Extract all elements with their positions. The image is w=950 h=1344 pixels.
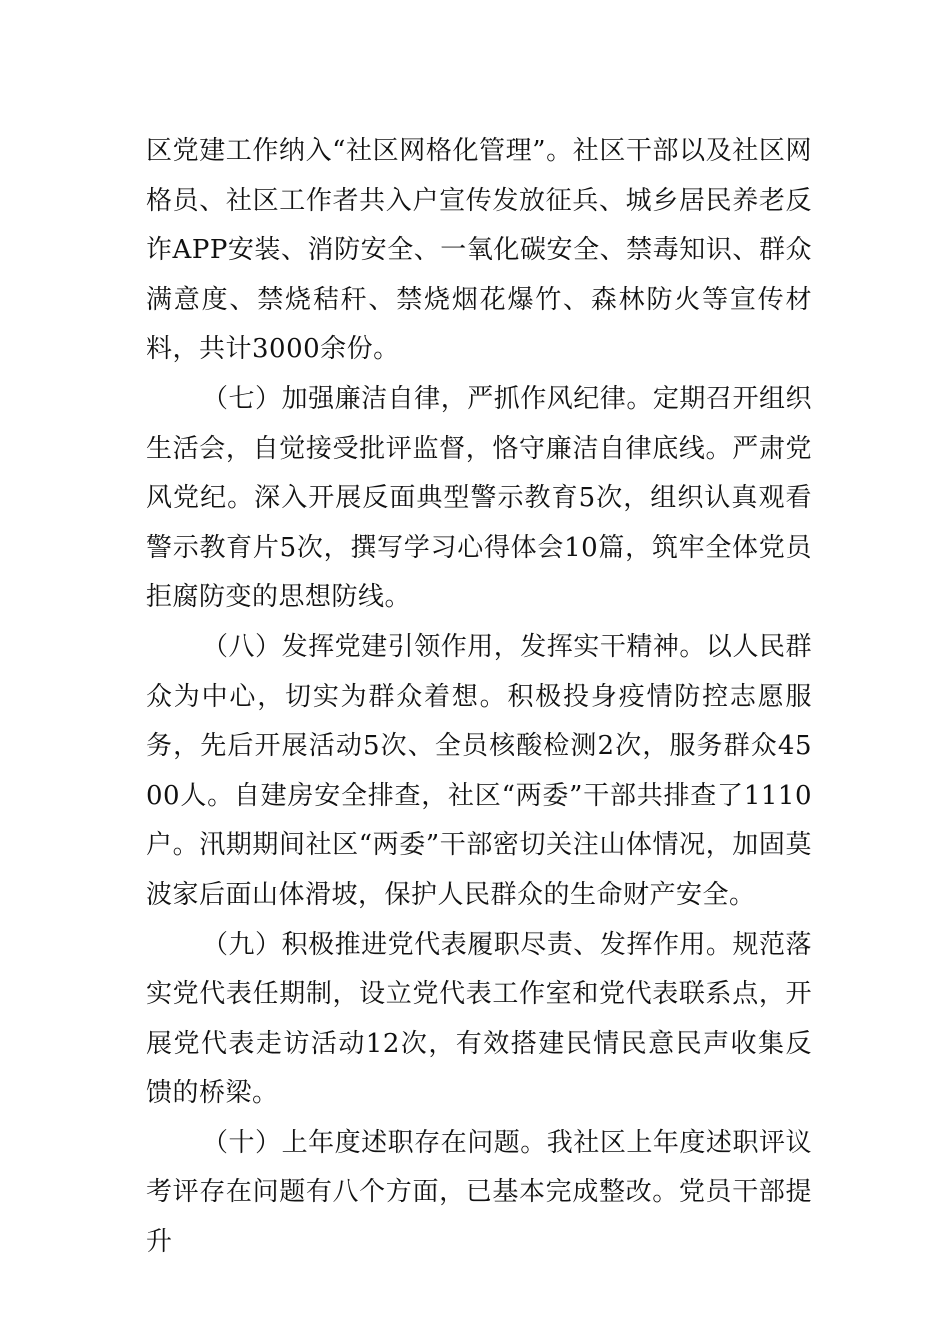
paragraph-section-8: （八）发挥党建引领作用，发挥实干精神。以人民群众为中心，切实为群众着想。积极投身疫情防控志愿服务，先后开展活动5次、全员核酸检测2次，服务群众4500人。自建房安全排查，社区“两委”干部共排查了1110户。汛期期间社区“两委”干部密切关注山体情况，加固莫波家后面山体滑坡，保护人民群众的生命财产安全。 (146, 631, 812, 910)
paragraph-continuation: 区党建工作纳入“社区网格化管理”。社区干部以及社区网格员、社区工作者共入户宣传发放征兵、城乡居民养老反诈APP安装、消防安全、一氧化碳安全、禁毒知识、群众满意度、禁烧秸秆、禁烧烟花爆竹、森林防火等宣传材料，共计3000余份。 (146, 136, 812, 365)
document-body (146, 127, 812, 1268)
paragraph-section-7: （七）加强廉洁自律，严抓作风纪律。定期召开组织生活会，自觉接受批评监督，恪守廉洁自律底线。严肃党风党纪。深入开展反面典型警示教育5次，组织认真观看警示教育片5次，撰写学习心得体会10篇，筑牢全体党员拒腐防变的思想防线。 (146, 383, 812, 613)
paragraph-section-9: （九）积极推进党代表履职尽责、发挥作用。规范落实党代表任期制，设立党代表工作室和党代表联系点，开展党代表走访活动12次，有效搭建民情民意民声收集反馈的桥梁。 (146, 929, 812, 1109)
paragraph-section-10: （十）上年度述职存在问题。我社区上年度述职评议考评存在问题有八个方面，已基本完成整改。党员干部提升 (146, 1127, 812, 1258)
